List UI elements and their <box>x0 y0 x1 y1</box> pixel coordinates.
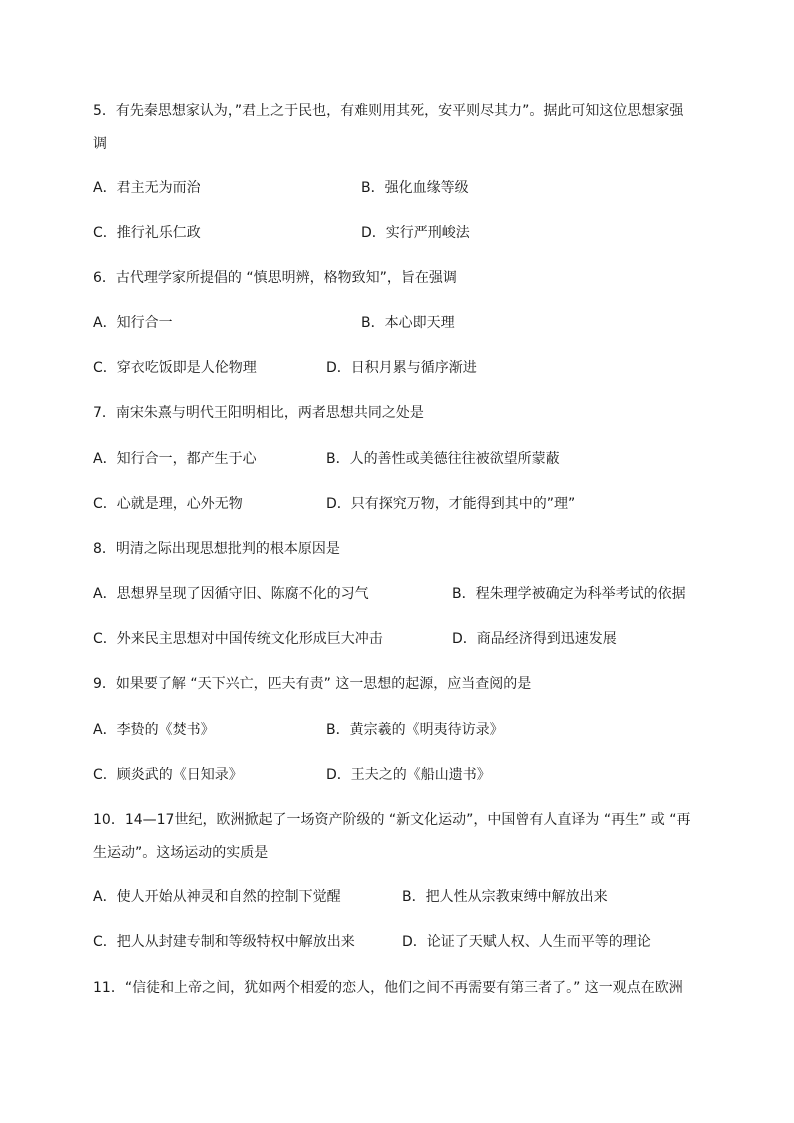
question-5-option-c: C．推行礼乐仁政 <box>93 225 201 241</box>
question-6-option-d: D．日积月累与循序渐进 <box>326 360 477 376</box>
question-8-option-b: B．程朱理学被确定为科举考试的依据 <box>452 586 686 602</box>
question-11-stem: 11．“信徒和上帝之间，犹如两个相爱的恋人，他们之间不再需要有第三者了。” 这一观点在欧洲 <box>93 980 683 996</box>
question-6-option-b: B．本心即天理 <box>361 315 455 331</box>
question-5-option-a: A．君主无为而治 <box>93 180 201 196</box>
question-6-option-a: A．知行合一 <box>93 315 173 331</box>
question-10-option-d: D．论证了天赋人权、人生而平等的理论 <box>402 934 651 950</box>
question-10-option-b: B．把人性从宗教束缚中解放出来 <box>402 889 608 905</box>
question-7-option-c: C．心就是理，心外无物 <box>93 496 243 512</box>
question-9-stem: 9．如果要了解 “天下兴亡，匹夫有责” 这一思想的起源，应当查阅的是 <box>93 676 532 692</box>
question-5-stem-line-2: 调 <box>93 136 107 152</box>
question-6-stem: 6．古代理学家所提倡的 “慎思明辨，格物致知”，旨在强调 <box>93 270 457 286</box>
question-8-option-a: A．思想界呈现了因循守旧、陈腐不化的习气 <box>93 586 369 602</box>
question-10-stem-line-1: 10．14—17世纪，欧洲掀起了一场资产阶级的 “新文化运动”，中国曾有人直译为 “再生” 或 “再 <box>93 812 691 828</box>
question-9-option-d: D．王夫之的《船山遗书》 <box>326 767 491 783</box>
question-9-option-b: B．黄宗羲的《明夷待访录》 <box>326 722 504 738</box>
question-8-option-c: C．外来民主思想对中国传统文化形成巨大冲击 <box>93 631 383 647</box>
question-5-option-b: B．强化血缘等级 <box>361 180 469 196</box>
question-7-option-d: D．只有探究万物，才能得到其中的”理” <box>326 496 576 512</box>
question-8-stem: 8．明清之际出现思想批判的根本原因是 <box>93 541 340 557</box>
question-5-stem-line-1: 5．有先秦思想家认为，”君上之于民也，有难则用其死，安平则尽其力”。据此可知这位思想家强 <box>93 103 684 119</box>
question-9-option-a: A．李贽的《焚书》 <box>93 722 215 738</box>
question-7-option-b: B．人的善性或美德往往被欲望所蒙蔽 <box>326 451 560 467</box>
question-10-stem-line-2: 生运动”。这场运动的实质是 <box>93 845 269 861</box>
question-8-option-d: D．商品经济得到迅速发展 <box>452 631 617 647</box>
question-9-option-c: C．顾炎武的《日知录》 <box>93 767 243 783</box>
question-10-option-c: C．把人从封建专制和等级特权中解放出来 <box>93 934 355 950</box>
question-7-stem: 7．南宋朱熹与明代王阳明相比，两者思想共同之处是 <box>93 405 424 421</box>
question-7-option-a: A．知行合一，都产生于心 <box>93 451 257 467</box>
question-10-option-a: A．使人开始从神灵和自然的控制下觉醒 <box>93 889 341 905</box>
question-5-option-d: D．实行严刑峻法 <box>361 225 470 241</box>
question-6-option-c: C．穿衣吃饭即是人伦物理 <box>93 360 257 376</box>
